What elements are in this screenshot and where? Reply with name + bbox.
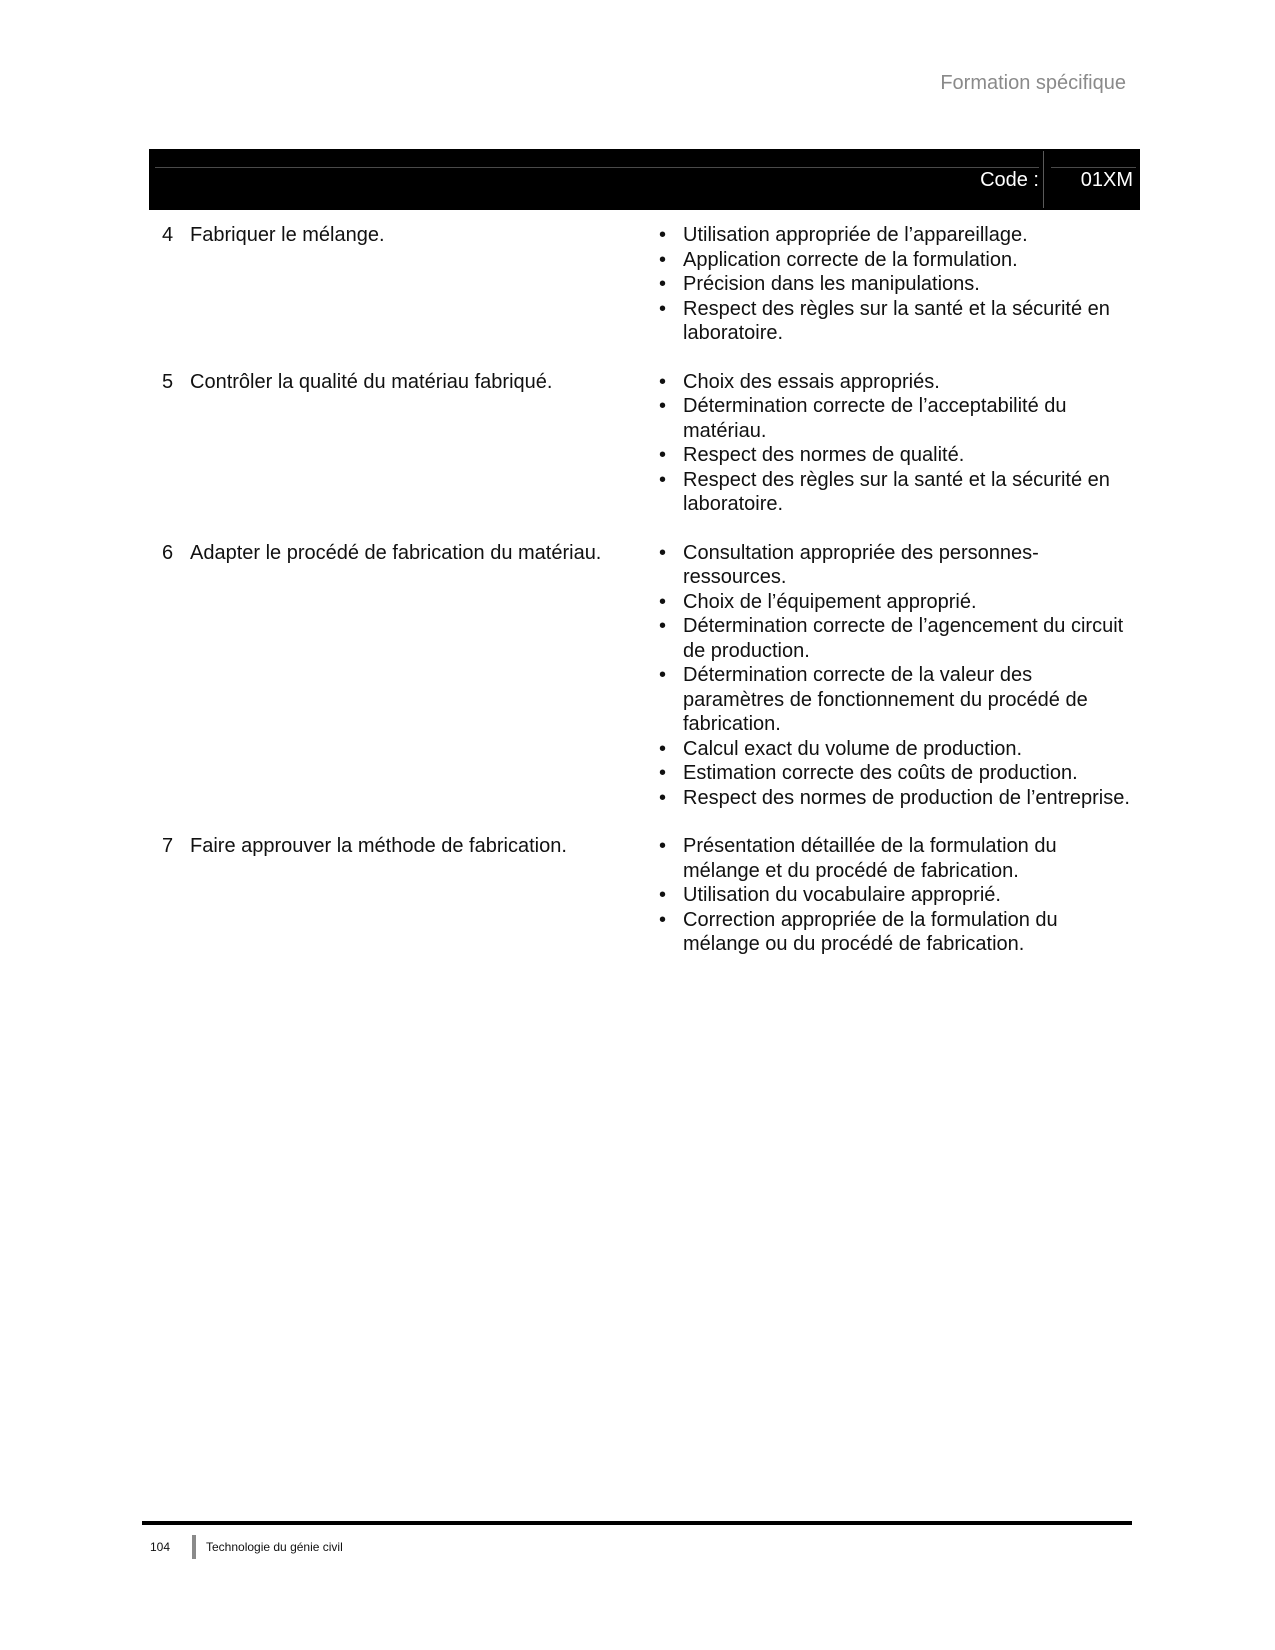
footer-separator [192,1535,196,1559]
list-item [650,590,1137,615]
code-label: Code : [980,169,1039,191]
footer-document-title: Technologie du génie civil [206,1540,343,1554]
step-number: 5 [162,370,174,393]
criterion-text: Respect des règles sur la santé et la sécurité en laboratoire. [683,297,1110,344]
list-item [650,248,1137,273]
bullet-icon: • [659,615,667,637]
step-cell [162,541,650,811]
step-cell [162,223,650,346]
bullet-icon: • [659,370,667,393]
criterion-text: Détermination correcte de l’acceptabilité du matériau. [683,395,1067,442]
criterion-text: Présentation détaillée de la formulation du mélange et du procédé de fabrication. [683,835,1057,882]
bullet-icon: • [659,786,667,809]
table-row [162,223,1137,346]
criterion-text: Application correcte de la formulation. [683,248,1018,271]
table-row [162,541,1137,811]
footer-rule [142,1521,1132,1525]
list-item [650,908,1137,957]
step-text: Faire approuver la méthode de fabrication. [190,835,567,857]
step-text: Adapter le procédé de fabrication du matériau. [190,541,602,564]
criterion-text: Choix de l’équipement approprié. [683,590,977,613]
list-item [650,663,1137,737]
criterion-text: Respect des règles sur la santé et la sécurité en laboratoire. [683,468,1110,515]
code-bar-rule [155,167,1039,168]
step-cell [162,370,650,517]
criterion-text: Détermination correcte de l’agencement du circuit de production. [683,615,1124,662]
criterion-text: Calcul exact du volume de production. [683,737,1023,760]
table-row [162,834,1137,957]
bullet-icon: • [659,297,667,320]
code-bar-rule-right [1051,167,1136,168]
code-bar [149,149,1140,210]
list-item [650,786,1137,811]
criterion-text: Respect des normes de production de l’entreprise. [683,786,1130,809]
bullet-icon: • [659,737,667,760]
list-item [650,614,1137,663]
step-number: 4 [162,224,174,246]
criterion-text: Respect des normes de qualité. [683,444,965,466]
list-item [650,297,1137,346]
bullet-icon: • [659,273,667,295]
list-item [650,761,1137,786]
code-bar-divider [1043,151,1044,208]
bullet-icon: • [659,884,667,906]
list-item [650,541,1137,590]
criterion-text: Estimation correcte des coûts de production. [683,762,1078,784]
page-number: 104 [150,1540,171,1554]
list-item [650,468,1137,517]
criteria-list [650,834,1137,957]
competency-table [162,223,1137,981]
criterion-text: Détermination correcte de la valeur des paramètres de fonctionnement du procédé de fabrication. [683,664,1088,735]
list-item [650,737,1137,762]
list-item [650,394,1137,443]
step-number: 7 [162,835,174,857]
criterion-text: Utilisation du vocabulaire approprié. [683,884,1001,906]
criterion-text: Précision dans les manipulations. [683,273,980,295]
criterion-text: Correction appropriée de la formulation du mélange ou du procédé de fabrication. [683,908,1058,955]
list-item [650,370,1137,395]
list-item [650,883,1137,908]
bullet-icon: • [659,395,667,417]
criteria-list [650,370,1137,517]
code-value: 01XM [1080,169,1133,191]
bullet-icon: • [659,444,667,466]
list-item [650,443,1137,468]
criterion-text: Utilisation appropriée de l’appareillage. [683,224,1028,246]
list-item [650,223,1137,248]
step-text: Contrôler la qualité du matériau fabriqué. [190,370,553,393]
criterion-text: Choix des essais appropriés. [683,370,940,393]
bullet-icon: • [659,224,667,246]
bullet-icon: • [659,908,667,931]
bullet-icon: • [659,835,667,857]
criteria-list [650,541,1137,811]
table-row [162,370,1137,517]
criterion-text: Consultation appropriée des personnes-ressources. [683,541,1039,588]
bullet-icon: • [659,762,667,784]
list-item [650,272,1137,297]
bullet-icon: • [659,248,667,271]
criteria-list [650,223,1137,346]
bullet-icon: • [659,468,667,491]
running-header-title: Formation spécifique [940,72,1126,94]
step-number: 6 [162,541,174,564]
step-text: Fabriquer le mélange. [190,224,385,246]
bullet-icon: • [659,664,667,686]
list-item [650,834,1137,883]
bullet-icon: • [659,541,667,564]
step-cell [162,834,650,957]
bullet-icon: • [659,590,667,613]
